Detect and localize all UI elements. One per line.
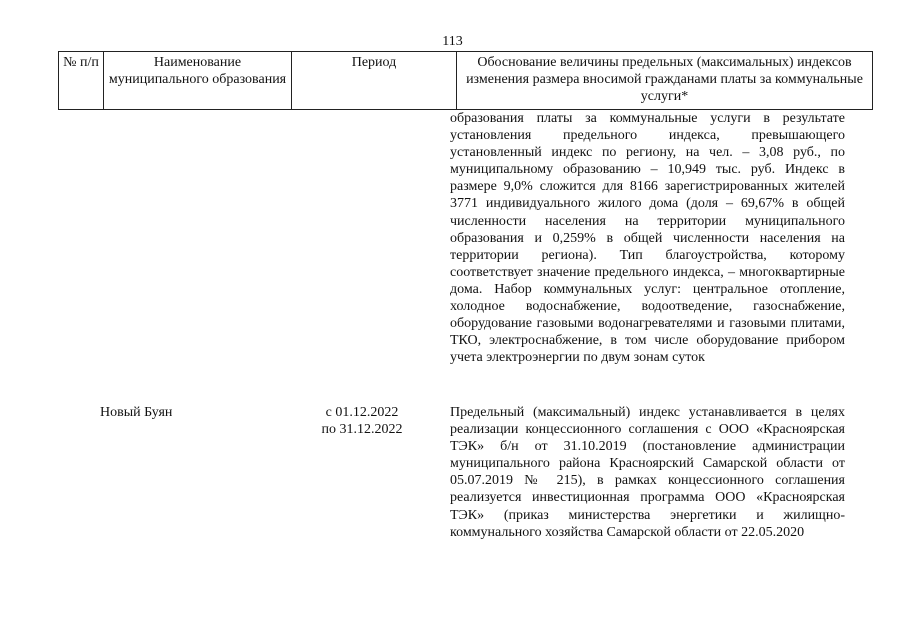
period-from: с 01.12.2022 [325, 405, 399, 420]
justification-text: Предельный (максимальный) индекс устанавливается в целях реализации концессионного соглашения с ООО «Красноярская ТЭК» б/н от 31.10.2019 (постановление администрации муниципального района Красноярский Самарской области от 05.07.2019 № 215), в рамках концессионного соглашения реализуется инвестиционная программа ООО «Красноярская ТЭК» (приказ министерства энергетики и жилищно-коммунального хозяйства Самарской области от 22.05.2020 [450, 405, 845, 540]
municipality-name: Новый Буян [100, 405, 173, 420]
period-to: по 31.12.2022 [321, 422, 403, 437]
page-number: 113 [442, 34, 463, 49]
header-number: № п/п [59, 52, 104, 110]
header-period: Период [292, 52, 457, 110]
header-municipality-name: Наименование муниципального образования [104, 52, 292, 110]
table-header [58, 51, 873, 110]
header-justification: Обоснование величины предельных (максимальных) индексов изменения размера вносимой гражданами платы за коммунальные услуги* [457, 52, 873, 110]
justification-continuation: образования платы за коммунальные услуги в результате установления предельного индекса, превышающего установленный индекс по региону, на чел. – 3,08 руб., по муниципальному образованию – 10,949 тыс. руб. Индекс в размере 9,0% сложится для 8166 зарегистрированных жителей 3771 индивидуального жилого дома (доля – 69,67% в общей численности населения на территории муниципального образования и 0,259% в общей численности населения на территории региона). Тип благоустройства, которому соответствует значение предельного индекса, – многоквартирные дома. Набор коммунальных услуг: центральное отопление, холодное водоснабжение, водоотведение, газоснабжение, оборудование газовыми водонагревателями и газовыми плитами, ТКО, электроснабжение, в том числе оборудование прибором учета электроэнергии по двум зонам суток [450, 111, 845, 366]
period-cell [296, 404, 428, 438]
